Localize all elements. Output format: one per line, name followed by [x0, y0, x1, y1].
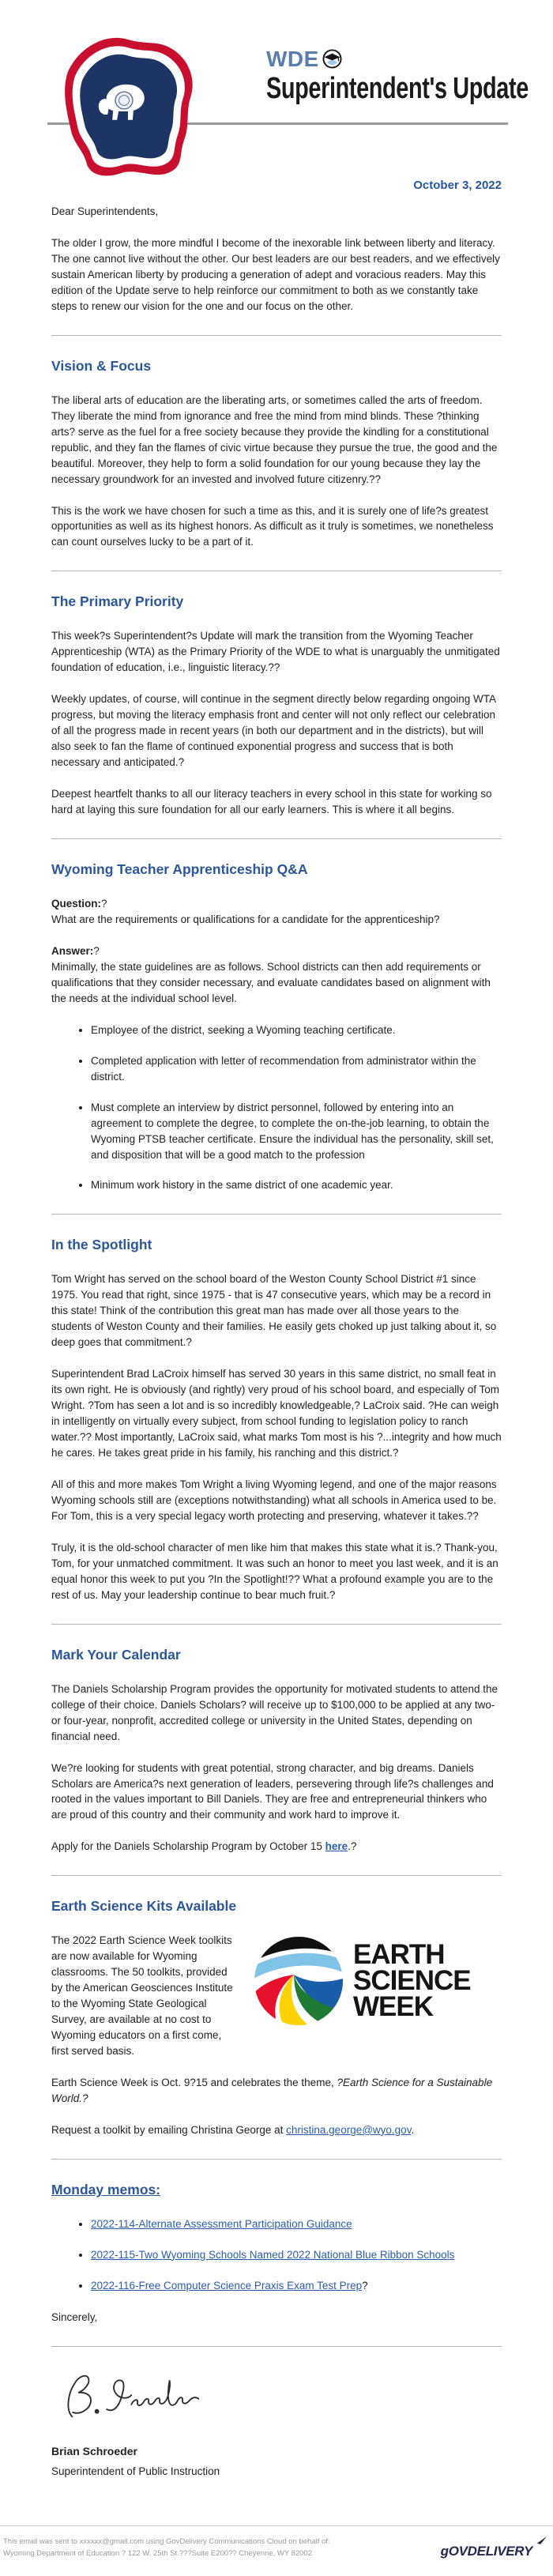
calendar-paragraph-2: We?re looking for students with great potential, strong character, and big dreams. Daniels Scholars are America?s next generation of leaders, persevering through life?s challenges and rooted in the values important to Bill Daniels. They are free and entrepreneurial thinkers who are proud of this country and their community and work hard to improve it.: [51, 1761, 494, 1821]
sender-role: Superintendent of Public Instruction: [51, 2465, 220, 2478]
issue-date: October 3, 2022: [413, 179, 502, 192]
answer-mark: ?: [93, 944, 100, 957]
govdelivery-wordmark: gOVDELIVERY: [440, 2544, 532, 2559]
greeting: Dear Superintendents,: [51, 205, 159, 217]
footer-disclaimer: This email was sent to xxxxxx@gmail.com using GovDelivery Communications Cloud on behalf of: Wyoming Department of Education ? 122 W. 25th St.???Suite E200?? Cheyenne, WY 82002: [3, 2537, 330, 2558]
section-divider: [51, 2346, 502, 2347]
qa-requirements-list: [51, 1022, 502, 1194]
earth-science-week-logo: [252, 1934, 502, 2028]
qa-question-block: [51, 896, 502, 928]
theme-text: Earth Science Week is Oct. 9?15 and celebrates the theme,: [51, 2077, 337, 2089]
memo-link[interactable]: 2022-115-Two Wyoming Schools Named 2022 National Blue Ribbon Schools: [91, 2248, 455, 2261]
section-heading-calendar: Mark Your Calendar: [51, 1646, 181, 1663]
intro-paragraph: The older I grow, the more mindful I become of the inexorable link between liberty and literacy. The one cannot live without the other. Our best leaders are our best readers, and we effectively sustain American liberty by producing a generation of adept and voracious readers. May this edition of the Update serve to help reinforce our commitment to both as we constantly take steps to renew our vision for the one and our focus on the other.: [51, 236, 500, 312]
list-item: • Completed application with letter of recommendation from administrator within the district.: [91, 1053, 502, 1085]
list-item: [91, 2278, 502, 2294]
list-item: [91, 2216, 502, 2232]
calendar-paragraph-1: The Daniels Scholarship Program provides the opportunity for motivated students to attend the college of their choice. Daniels Scholars? will receive up to $100,000 to be applied at any two- or four-year, nonprofit, accredited college or university in the United States, depending on financial need.: [51, 1682, 498, 1742]
section-divider: [51, 2159, 502, 2160]
priority-paragraph-1: This week?s Superintendent?s Update will mark the transition from the Wyoming Teacher Apprenticeship (WTA) as the Primary Priority of the WDE to what is unarguably the unmitigated foundation of education, i.e., linguistic literacy.??: [51, 630, 500, 674]
closing-sincerely: Sincerely,: [51, 2310, 98, 2323]
newsletter-header: [0, 0, 553, 199]
question-text: What are the requirements or qualifications for a candidate for the apprenticeship?: [51, 913, 440, 925]
section-heading-priority: The Primary Priority: [51, 593, 184, 610]
spotlight-paragraph-4: Truly, it is the old-school character of men like him that makes this state what it is.? Thank-you, Tom, for your unmatched commitment. It was such an honor to meet you last week, and it is an equal honor this week to put you ?In the Spotlight!?? What a profound example you are to the rest of us. May your leadership continue to bear much fruit.?: [51, 1541, 498, 1601]
apply-text-after: .?: [348, 1840, 357, 1853]
wyoming-flag-image: [40, 21, 212, 185]
question-label: Question:: [51, 897, 101, 910]
earth-paragraph-1: The 2022 Earth Science Week toolkits are now available for Wyoming classrooms. The 50 toolkits, provided by the American Geosciences Institute to the Wyoming State Geological Survey, are available at no cost to Wyoming educators on a first come, first served basis.: [51, 1934, 233, 2058]
apply-text: Apply for the Daniels Scholarship Program by October 15: [51, 1840, 325, 1853]
signature-image: [51, 2367, 241, 2429]
answer-text: Minimally, the state guidelines are as follows. School districts can then add requirements or qualifications that they consider necessary, and evaluate candidates based on alignment with the needs at the individual school level.: [51, 960, 491, 1004]
section-divider: [51, 1214, 502, 1215]
newsletter-title: Superintendent's Update: [266, 72, 529, 105]
earth-request-line: [51, 2122, 502, 2138]
paper-plane-icon: [531, 2536, 547, 2548]
earth-science-globe-icon: [252, 1934, 345, 2028]
spotlight-paragraph-3: All of this and more makes Tom Wright a living Wyoming legend, and one of the major reasons Wyoming schools still are (exceptions notwithstanding) what all schools in America used to be. For Tom, this is a very special legacy worth protecting and preserving, whatever it takes.??: [51, 1478, 497, 1522]
theme-title: ?Earth Science for a Sustainable World.?: [51, 2077, 493, 2104]
spotlight-paragraph-2: Superintendent Brad LaCroix himself has served 30 years in this same district, no small feat in its own right. He is obviously (and rightly) very proud of his school board, and especially of Tom Wright. ?Tom has seen a lot and is so incredibly knowledgeable,? LaCroix said. ?He can weigh in intelligently on virtually every subject, from school funding to legislation policy to ranch water.?? Most importantly, LaCroix said, what marks Tom most is his ?...integrity and how much he cares. He takes great pride in his family, his ranching and this district.?: [51, 1368, 502, 1459]
wde-logo-text: WDE: [266, 47, 319, 71]
qa-answer-block: [51, 943, 502, 1007]
section-divider: [51, 1624, 502, 1625]
priority-paragraph-3: Deepest heartfelt thanks to all our literacy teachers in every school in this state for working so hard at laying this sure foundation for all our early learners. This is where it all begins.: [51, 788, 492, 816]
sender-name: Brian Schroeder: [51, 2444, 137, 2457]
list-item: • Must complete an interview by district personnel, followed by entering into an agreement to complete the degree, to complete the on-the-job learning, to obtain the Wyoming PTSB teacher certificate. Ensure the individual has the personality, skill set, and disposition that will be a good match to the profession: [91, 1100, 502, 1163]
vision-paragraph-1: The liberal arts of education are the liberating arts, or sometimes called the arts of freedom. They liberate the mind from ignorance and free the mind from mind blinds. These ?thinking arts? serve as the fuel for a free society because they provide the kindling for a constitutional republic, and they fan the flames of civic virtue because they pursue the true, the good and the beautiful. Moreover, they help to form a solid foundation for our young because they lay the necessary groundwork for an invested and involved future citizenry.??: [51, 394, 498, 485]
request-text: Request a toolkit by emailing Christina George at: [51, 2123, 287, 2136]
spotlight-paragraph-1: Tom Wright has served on the school board of the Weston County School District #1 since 1975. You read that right, since 1975 - that is 47 consecutive years, which may be a record in this state! Think of the contribution this great man has made over all those years to the students of Weston County and their families. He easily gets choked up just talking about it, so deep goes that commitment.?: [51, 1273, 497, 1349]
section-heading-earth: Earth Science Kits Available: [51, 1898, 237, 1915]
priority-paragraph-2: Weekly updates, of course, will continue in the segment directly below regarding ongoing WTA progress, but moving the literacy emphasis front and center will not only reflect our celebration of all the progress made in recent years (in both our department and in the districts), but will also seek to fan the flame of continued exponential progress and success that is both necessary and anticipated.?: [51, 693, 496, 769]
govdelivery-logo: [441, 2541, 547, 2561]
earth-science-section: [51, 1896, 502, 2138]
earth-theme-line: [51, 2075, 502, 2107]
section-divider: [51, 1875, 502, 1876]
esw-line-1: EARTH: [353, 1939, 445, 1971]
memo-link[interactable]: 2022-114-Alternate Assessment Participation Guidance: [91, 2217, 352, 2230]
esw-line-3: WEEK: [353, 1990, 433, 2022]
apply-here-link[interactable]: here: [325, 1840, 348, 1853]
calendar-apply-line: [51, 1839, 502, 1855]
esw-line-2: SCIENCE: [353, 1965, 471, 1996]
section-heading-qa: Wyoming Teacher Apprenticeship Q&A: [51, 861, 308, 877]
answer-label: Answer:: [51, 944, 94, 957]
earth-science-week-wordmark: [353, 1939, 471, 2022]
email-link[interactable]: christina.george@wyo.gov: [286, 2123, 412, 2136]
request-text-after: .: [411, 2123, 415, 2136]
section-divider: [51, 335, 502, 336]
memo-suffix: ?: [362, 2279, 368, 2292]
monday-memos-list: [51, 2216, 502, 2294]
email-footer: [0, 2525, 553, 2575]
section-divider: [51, 838, 502, 839]
section-heading-vision: Vision & Focus: [51, 357, 152, 374]
vision-paragraph-2: This is the work we have chosen for such a time as this, and it is surely one of life?s greatest opportunities as well as its highest honors. As difficult as it truly is sometimes, we nonetheless can count ourselves lucky to be a part of it.: [51, 504, 494, 548]
section-heading-memos: Monday memos:: [51, 2181, 161, 2198]
question-mark: ?: [101, 897, 107, 910]
list-item: • Employee of the district, seeking a Wyoming teaching certificate.: [91, 1022, 502, 1038]
memo-link[interactable]: 2022-116-Free Computer Science Praxis Exam Test Prep: [91, 2279, 363, 2292]
list-item: • Minimum work history in the same district of one academic year.: [91, 1177, 502, 1193]
newsletter-body: [0, 199, 553, 2480]
section-heading-spotlight: In the Spotlight: [51, 1237, 152, 1253]
